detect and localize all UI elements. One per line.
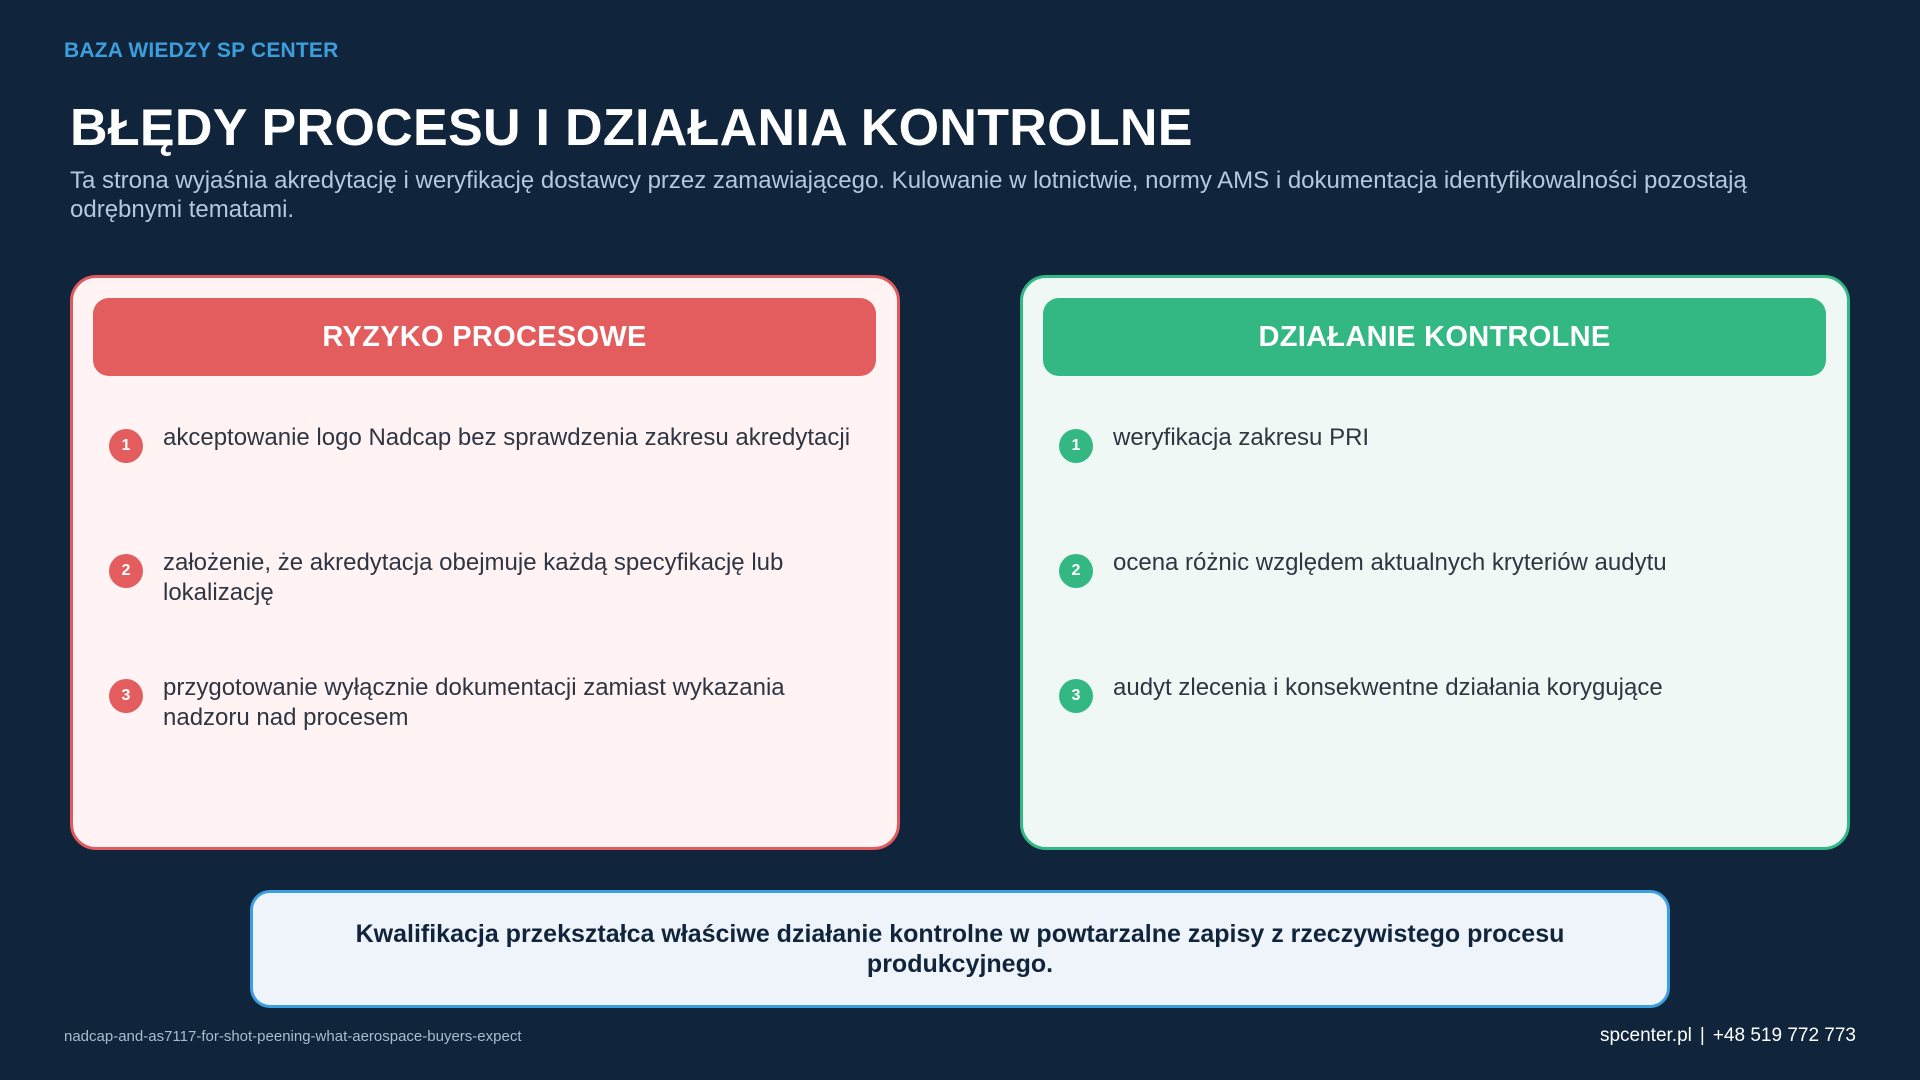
risk-card-heading: RYZYKO PROCESOWE [93, 298, 876, 376]
step-number-badge: 3 [1059, 679, 1093, 713]
risk-item-text: przygotowanie wyłącznie dokumentacji zamiast wykazania nadzoru nad procesem [163, 674, 785, 731]
step-number-badge: 1 [1059, 429, 1093, 463]
summary-box [250, 890, 1670, 1008]
risk-item-text: akceptowanie logo Nadcap bez sprawdzenia zakresu akredytacji [163, 424, 851, 451]
page-subtitle: Ta strona wyjaśnia akredytację i weryfikację dostawcy przez zamawiającego. Kulowanie w lotnictwie, normy AMS i dokumentacja identyfikowalności pozostają odrębnymi tematami. [70, 167, 1747, 223]
control-card-heading: DZIAŁANIE KONTROLNE [1043, 298, 1826, 376]
website-link[interactable]: spcenter.pl [1599, 1025, 1692, 1046]
contact-info [1600, 1025, 1856, 1047]
phone-number[interactable]: +48 519 772 773 [1712, 1025, 1856, 1046]
step-number-badge: 1 [109, 429, 143, 463]
page-slug: nadcap-and-as7117-for-shot-peening-what-aerospace-buyers-expect [64, 1028, 522, 1045]
page-title: BŁĘDY PROCESU I DZIAŁANIA KONTROLNE [70, 99, 1193, 157]
control-item-text: ocena różnic względem aktualnych kryteriów audytu [1113, 549, 1667, 576]
contact-separator: | [1699, 1025, 1705, 1046]
step-number-badge: 3 [109, 679, 143, 713]
control-item-text: audyt zlecenia i konsekwentne działania korygujące [1113, 674, 1663, 701]
summary-text: Kwalifikacja przekształca właściwe działanie kontrolne w powtarzalne zapisy z rzeczywistego procesu produkcyjnego. [355, 920, 1565, 978]
step-number-badge: 2 [1059, 554, 1093, 588]
brand-label: BAZA WIEDZY SP CENTER [64, 39, 339, 62]
risk-card [70, 275, 900, 850]
control-card [1020, 275, 1850, 850]
control-item-text: weryfikacja zakresu PRI [1113, 424, 1370, 451]
risk-item-text: założenie, że akredytacja obejmuje każdą specyfikację lub lokalizację [163, 549, 784, 606]
step-number-badge: 2 [109, 554, 143, 588]
